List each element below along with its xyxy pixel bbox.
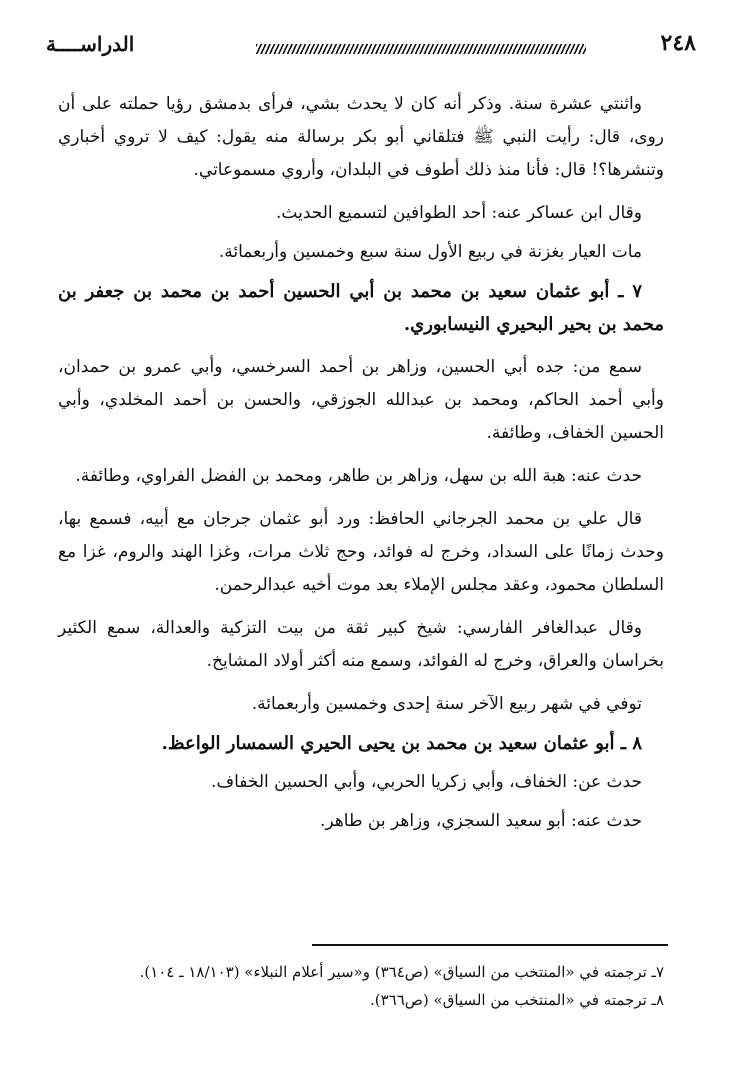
paragraph-narrated-by: حدث عنه: أبو سعيد السجزي، وزاهر بن طاهر. [320, 811, 642, 831]
paragraph-ibn-asakir: وقال ابن عساكر عنه: أحد الطوافين لتسميع الحديث. [276, 203, 642, 223]
footnote-separator [312, 944, 668, 946]
main-text [58, 88, 664, 844]
biography-heading-7: ٧ ـ أبو عثمان سعيد بن محمد بن أبي الحسين أحمد بن محمد بن جعفر بن محمد بن بحير البحيري النيسابوري. [58, 281, 664, 335]
footnote-7: ٧ـ ترجمته في «المنتخب من السياق» (ص٣٦٤) و«سير أعلام النبلاء» (١٨/١٠٣ ـ ١٠٤). [139, 963, 664, 981]
footnote-8: ٨ـ ترجمته في «المنتخب من السياق» (ص٣٦٦). [369, 991, 664, 1009]
section-title: الدراســــة [46, 32, 135, 56]
page-header [46, 28, 696, 68]
paragraph-continuation: واثنتي عشرة سنة. وذكر أنه كان لا يحدث بشي، فرأى بدمشق رؤيا حملته على أن روى، قال: رأيت النبي ﷺ فتلقاني أبو بكر برسالة منه يقول: كيف لا تروي أخباري وتنشرها؟! قال: فأنا منذ ذلك أطوف في البلدان، وأروي مسموعاتي. [58, 94, 664, 180]
page-number: ٢٤٨ [660, 30, 696, 56]
header-rule [256, 44, 586, 54]
paragraph-farisi: وقال عبدالغافر الفارسي: شيخ كبير ثقة من بيت التزكية والعدالة، سمع الكثير بخراسان والعراق، وخرج له الفوائد، وسمع منه أكثر أولاد المشايخ. [58, 618, 664, 671]
paragraph-heard-from: سمع من: جده أبي الحسين، وزاهر بن أحمد السرخسي، وأبي عمرو بن حمدان، وأبي أحمد الحاكم، ومحمد بن عبدالله الجوزقي، والحسن بن أحمد المخلدي، وأبي الحسين الخفاف، وطائفة. [58, 357, 664, 443]
footnotes [58, 958, 664, 1014]
paragraph-death-note: مات العيار بغزنة في ربيع الأول سنة سبع وخمسين وأربعمائة. [218, 242, 642, 262]
paragraph-jurjani: قال علي بن محمد الجرجاني الحافظ: ورد أبو عثمان جرجان مع أبيه، فسمع بها، وحدث زمانًا على السداد، وخرج له فوائد، وحج ثلاث مرات، وغزا الهند والروم، غزا مع السلطان محمود، وعقد مجلس الإملاء بعد موت أخيه عبدالرحمن. [58, 509, 664, 595]
paragraph-narrated-from-him: حدث عنه: هبة الله بن سهل، وزاهر بن طاهر، ومحمد بن الفضل الفراوي، وطائفة. [75, 466, 642, 486]
biography-heading-8: ٨ ـ أبو عثمان سعيد بن محمد بن يحيى الحيري السمسار الواعظ. [161, 733, 642, 754]
paragraph-death-date: توفي في شهر ربيع الآخر سنة إحدى وخمسين وأربعمائة. [251, 694, 642, 714]
paragraph-narrated-from: حدث عن: الخفاف، وأبي زكريا الحربي، وأبي الحسين الخفاف. [211, 772, 642, 792]
